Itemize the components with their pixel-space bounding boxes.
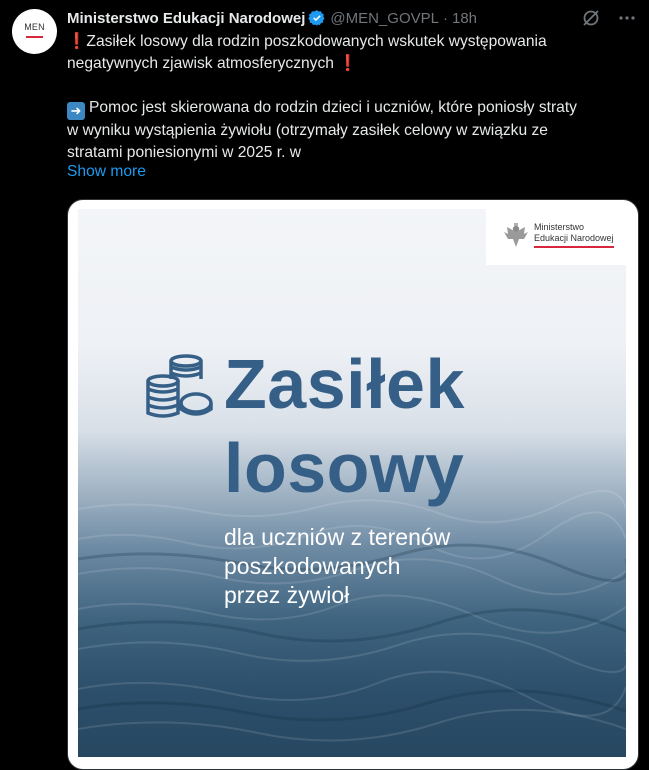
grok-icon[interactable]	[581, 8, 601, 28]
avatar-text: MEN	[24, 22, 45, 32]
author-handle[interactable]: @MEN_GOVPL	[330, 9, 439, 27]
tweet-line-2c: stratami poniesionymi w 2025 r. w	[67, 144, 302, 161]
image-subtitle-line-1: dla uczniów z terenów	[224, 524, 451, 550]
logo-text-line-1: Ministerstwo	[534, 222, 585, 232]
author-name[interactable]: Ministerstwo Edukacji Narodowej	[67, 9, 306, 27]
tweet-time[interactable]: 18h	[451, 9, 478, 27]
author-avatar[interactable]	[12, 9, 57, 54]
red-exclamation-icon: ❗	[67, 33, 87, 50]
image-subtitle-line-3: przez żywioł	[224, 582, 350, 608]
avatar-red-line	[26, 36, 43, 38]
image-subtitle-line-2: poszkodowanych	[224, 553, 401, 579]
tweet-paragraph-1	[67, 31, 627, 75]
show-more-link[interactable]: Show more	[67, 163, 146, 180]
more-icon[interactable]	[617, 8, 637, 28]
coins-icon	[146, 351, 216, 421]
image-title-line-1: Zasiłek	[224, 345, 465, 423]
ministry-logo	[486, 209, 626, 265]
tweet-paragraph-2	[67, 97, 627, 164]
verified-badge-icon[interactable]	[308, 9, 326, 27]
tweet-line-1a: Zasiłek losowy dla rodzin poszkodowanych wskutek występowania	[86, 33, 547, 50]
logo-red-line	[534, 246, 614, 248]
header-separator: ·	[442, 9, 448, 27]
tweet-text	[67, 31, 627, 164]
tweet-header	[67, 7, 637, 29]
header-actions	[581, 7, 637, 29]
media-image	[78, 209, 626, 757]
red-exclamation-icon: ❗	[338, 55, 358, 72]
tweet-line-1b: negatywnych zjawisk atmosferycznych	[67, 55, 334, 72]
logo-text-line-2: Edukacji Narodowej	[534, 233, 614, 243]
tweet-line-2a: Pomoc jest skierowana do rodzin dzieci i uczniów, które poniosły straty	[89, 99, 577, 116]
tweet-media[interactable]	[67, 199, 639, 770]
right-arrow-icon: ➜	[67, 102, 85, 120]
eagle-emblem-icon	[502, 220, 530, 250]
tweet-line-2b: w wyniku wystąpienia żywiołu (otrzymały zasiłek celowy w związku ze	[67, 122, 548, 139]
image-title-line-2: losowy	[224, 429, 465, 507]
